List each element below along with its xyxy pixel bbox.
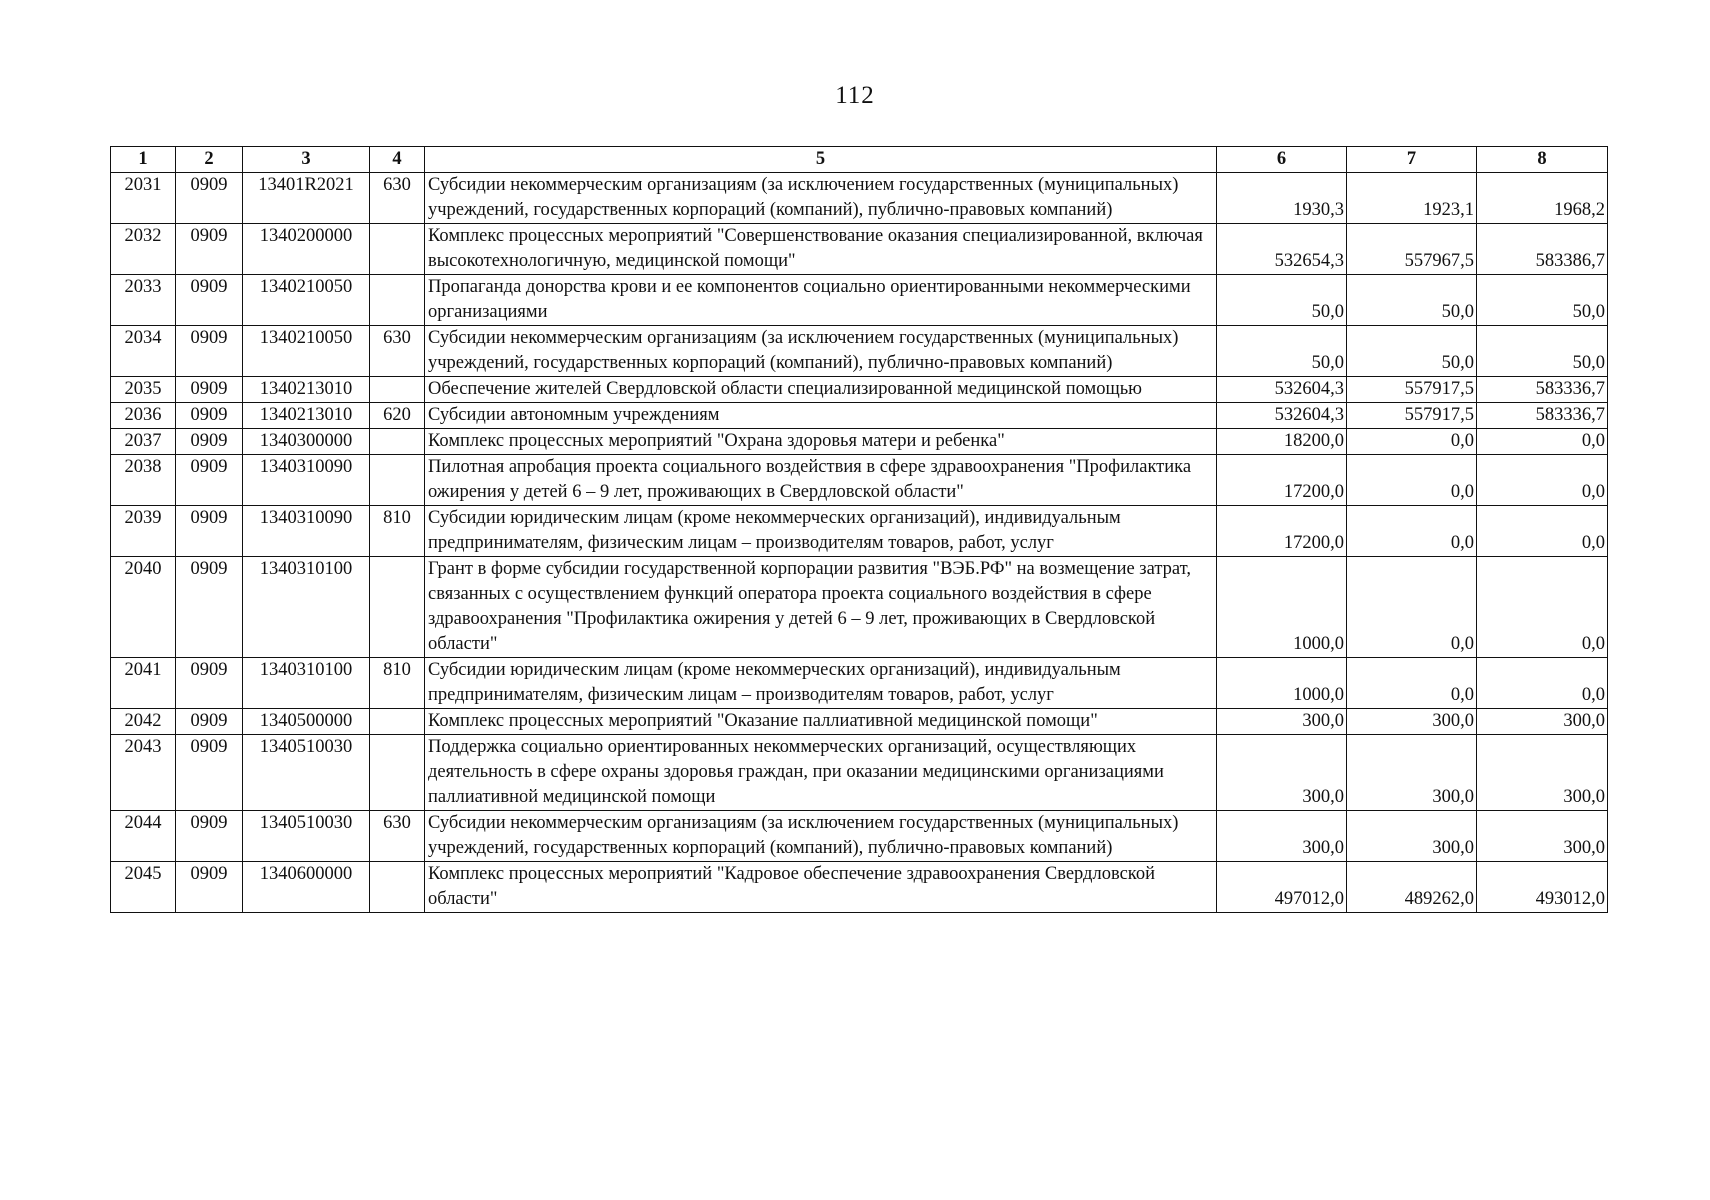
- amount-col6: 1000,0: [1217, 658, 1347, 709]
- table-row: [111, 735, 1608, 811]
- amount-col7: 50,0: [1347, 275, 1477, 326]
- expense-type-code: [370, 429, 425, 455]
- row-number: 2043: [111, 735, 176, 811]
- section-code: 0909: [176, 506, 243, 557]
- amount-col8: 0,0: [1477, 506, 1608, 557]
- section-code: 0909: [176, 429, 243, 455]
- expense-type-code: [370, 709, 425, 735]
- row-number: 2045: [111, 862, 176, 913]
- section-code: 0909: [176, 224, 243, 275]
- table-row: [111, 326, 1608, 377]
- item-name: Пилотная апробация проекта социального воздействия в сфере здравоохранения "Профилактика ожирения у детей 6 – 9 лет, проживающих в Свердловской области": [425, 455, 1217, 506]
- item-name: Субсидии юридическим лицам (кроме некоммерческих организаций), индивидуальным предпринимателям, физическим лицам – производителям товаров, работ, услуг: [425, 658, 1217, 709]
- expense-type-code: [370, 275, 425, 326]
- section-code: 0909: [176, 377, 243, 403]
- amount-col8: 493012,0: [1477, 862, 1608, 913]
- expense-type-code: [370, 455, 425, 506]
- row-number: 2044: [111, 811, 176, 862]
- item-name: Комплекс процессных мероприятий "Охрана здоровья матери и ребенка": [425, 429, 1217, 455]
- budget-table: [110, 146, 1608, 913]
- section-code: 0909: [176, 326, 243, 377]
- item-name: Субсидии некоммерческим организациям (за исключением государственных (муниципальных) учреждений, государственных корпораций (компаний), публично-правовых компаний): [425, 326, 1217, 377]
- amount-col7: 300,0: [1347, 709, 1477, 735]
- item-name: Поддержка социально ориентированных некоммерческих организаций, осуществляющих деятельность в сфере охраны здоровья граждан, при оказании медицинскими организациями паллиативной медицинской помощи: [425, 735, 1217, 811]
- amount-col6: 497012,0: [1217, 862, 1347, 913]
- column-header: 5: [425, 147, 1217, 173]
- target-code: 1340310100: [243, 658, 370, 709]
- item-name: Грант в форме субсидии государственной корпорации развития "ВЭБ.РФ" на возмещение затрат, связанных с осуществлением функций оператора проекта социального воздействия в сфере здравоохранения "Профилактика ожирения у детей 6 – 9 лет, проживающих в Свердловской области": [425, 557, 1217, 658]
- expense-type-code: 630: [370, 326, 425, 377]
- row-number: 2037: [111, 429, 176, 455]
- amount-col7: 557917,5: [1347, 403, 1477, 429]
- section-code: 0909: [176, 811, 243, 862]
- table-row: [111, 658, 1608, 709]
- amount-col7: 557917,5: [1347, 377, 1477, 403]
- table-row: [111, 173, 1608, 224]
- expense-type-code: 810: [370, 658, 425, 709]
- target-code: 1340210050: [243, 326, 370, 377]
- section-code: 0909: [176, 862, 243, 913]
- table-row: [111, 224, 1608, 275]
- item-name: Субсидии юридическим лицам (кроме некоммерческих организаций), индивидуальным предпринимателям, физическим лицам – производителям товаров, работ, услуг: [425, 506, 1217, 557]
- amount-col8: 300,0: [1477, 709, 1608, 735]
- target-code: 1340213010: [243, 377, 370, 403]
- column-header: 1: [111, 147, 176, 173]
- item-name: Пропаганда донорства крови и ее компонентов социально ориентированными некоммерческими организациями: [425, 275, 1217, 326]
- section-code: 0909: [176, 403, 243, 429]
- section-code: 0909: [176, 658, 243, 709]
- amount-col7: 1923,1: [1347, 173, 1477, 224]
- row-number: 2040: [111, 557, 176, 658]
- amount-col6: 532604,3: [1217, 377, 1347, 403]
- row-number: 2034: [111, 326, 176, 377]
- amount-col7: 0,0: [1347, 557, 1477, 658]
- section-code: 0909: [176, 557, 243, 658]
- column-header: 2: [176, 147, 243, 173]
- amount-col8: 583386,7: [1477, 224, 1608, 275]
- row-number: 2042: [111, 709, 176, 735]
- item-name: Субсидии автономным учреждениям: [425, 403, 1217, 429]
- table-row: [111, 429, 1608, 455]
- expense-type-code: [370, 224, 425, 275]
- table-row: [111, 275, 1608, 326]
- target-code: 1340310100: [243, 557, 370, 658]
- row-number: 2038: [111, 455, 176, 506]
- amount-col6: 300,0: [1217, 735, 1347, 811]
- amount-col6: 17200,0: [1217, 506, 1347, 557]
- amount-col6: 532654,3: [1217, 224, 1347, 275]
- amount-col6: 532604,3: [1217, 403, 1347, 429]
- amount-col7: 0,0: [1347, 429, 1477, 455]
- table-row: [111, 709, 1608, 735]
- amount-col8: 0,0: [1477, 455, 1608, 506]
- column-header: 8: [1477, 147, 1608, 173]
- amount-col8: 300,0: [1477, 735, 1608, 811]
- target-code: 1340210050: [243, 275, 370, 326]
- column-header: 4: [370, 147, 425, 173]
- section-code: 0909: [176, 735, 243, 811]
- section-code: 0909: [176, 709, 243, 735]
- amount-col6: 1000,0: [1217, 557, 1347, 658]
- table-row: [111, 455, 1608, 506]
- amount-col6: 300,0: [1217, 709, 1347, 735]
- amount-col7: 0,0: [1347, 658, 1477, 709]
- expense-type-code: [370, 735, 425, 811]
- amount-col7: 0,0: [1347, 506, 1477, 557]
- item-name: Комплекс процессных мероприятий "Оказание паллиативной медицинской помощи": [425, 709, 1217, 735]
- target-code: 1340213010: [243, 403, 370, 429]
- amount-col6: 50,0: [1217, 275, 1347, 326]
- section-code: 0909: [176, 455, 243, 506]
- row-number: 2041: [111, 658, 176, 709]
- expense-type-code: [370, 557, 425, 658]
- amount-col7: 50,0: [1347, 326, 1477, 377]
- item-name: Обеспечение жителей Свердловской области специализированной медицинской помощью: [425, 377, 1217, 403]
- row-number: 2033: [111, 275, 176, 326]
- amount-col6: 17200,0: [1217, 455, 1347, 506]
- amount-col8: 50,0: [1477, 326, 1608, 377]
- target-code: 1340510030: [243, 735, 370, 811]
- amount-col6: 300,0: [1217, 811, 1347, 862]
- page-number: 112: [835, 82, 875, 109]
- target-code: 1340310090: [243, 506, 370, 557]
- section-code: 0909: [176, 173, 243, 224]
- row-number: 2039: [111, 506, 176, 557]
- expense-type-code: 810: [370, 506, 425, 557]
- expense-type-code: [370, 862, 425, 913]
- expense-type-code: 630: [370, 173, 425, 224]
- target-code: 1340310090: [243, 455, 370, 506]
- target-code: 1340200000: [243, 224, 370, 275]
- amount-col7: 300,0: [1347, 735, 1477, 811]
- amount-col6: 50,0: [1217, 326, 1347, 377]
- table-row: [111, 862, 1608, 913]
- column-header: 3: [243, 147, 370, 173]
- item-name: Комплекс процессных мероприятий "Совершенствование оказания специализированной, включая высокотехнологичную, медицинской помощи": [425, 224, 1217, 275]
- amount-col7: 0,0: [1347, 455, 1477, 506]
- expense-type-code: [370, 377, 425, 403]
- amount-col8: 0,0: [1477, 658, 1608, 709]
- expense-type-code: 620: [370, 403, 425, 429]
- row-number: 2031: [111, 173, 176, 224]
- amount-col6: 1930,3: [1217, 173, 1347, 224]
- row-number: 2032: [111, 224, 176, 275]
- amount-col8: 0,0: [1477, 429, 1608, 455]
- table-row: [111, 506, 1608, 557]
- item-name: Комплекс процессных мероприятий "Кадровое обеспечение здравоохранения Свердловской области": [425, 862, 1217, 913]
- amount-col8: 583336,7: [1477, 377, 1608, 403]
- target-code: 1340600000: [243, 862, 370, 913]
- expense-type-code: 630: [370, 811, 425, 862]
- amount-col8: 50,0: [1477, 275, 1608, 326]
- row-number: 2036: [111, 403, 176, 429]
- amount-col8: 0,0: [1477, 557, 1608, 658]
- table-row: [111, 557, 1608, 658]
- amount-col7: 300,0: [1347, 811, 1477, 862]
- target-code: 1340510030: [243, 811, 370, 862]
- target-code: 1340300000: [243, 429, 370, 455]
- amount-col7: 557967,5: [1347, 224, 1477, 275]
- table-row: [111, 811, 1608, 862]
- target-code: 1340500000: [243, 709, 370, 735]
- table-row: [111, 377, 1608, 403]
- row-number: 2035: [111, 377, 176, 403]
- amount-col8: 1968,2: [1477, 173, 1608, 224]
- column-header: 7: [1347, 147, 1477, 173]
- amount-col8: 583336,7: [1477, 403, 1608, 429]
- item-name: Субсидии некоммерческим организациям (за исключением государственных (муниципальных) учреждений, государственных корпораций (компаний), публично-правовых компаний): [425, 173, 1217, 224]
- section-code: 0909: [176, 275, 243, 326]
- amount-col6: 18200,0: [1217, 429, 1347, 455]
- table-row: [111, 403, 1608, 429]
- amount-col8: 300,0: [1477, 811, 1608, 862]
- header-row: [111, 147, 1608, 173]
- target-code: 13401R2021: [243, 173, 370, 224]
- column-header: 6: [1217, 147, 1347, 173]
- item-name: Субсидии некоммерческим организациям (за исключением государственных (муниципальных) учреждений, государственных корпораций (компаний), публично-правовых компаний): [425, 811, 1217, 862]
- amount-col7: 489262,0: [1347, 862, 1477, 913]
